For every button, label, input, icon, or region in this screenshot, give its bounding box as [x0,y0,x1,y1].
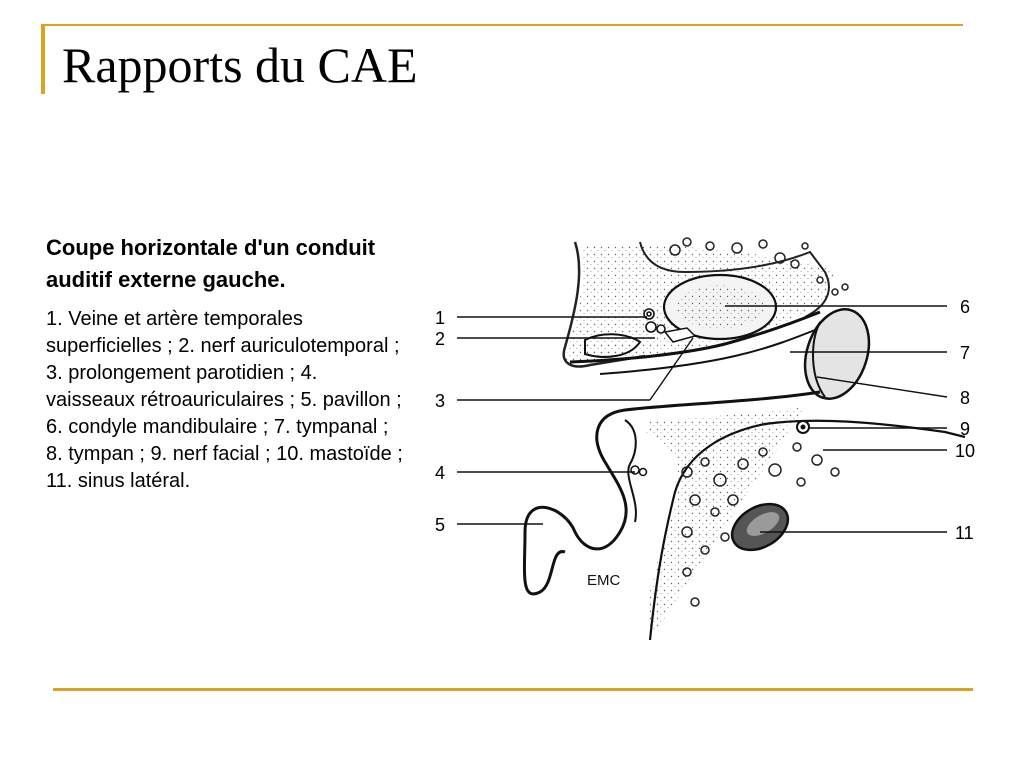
accent-vertical-bar [41,24,45,94]
label-2: 2 [435,329,446,349]
label-10: 10 [955,441,976,461]
caption-body: 1. Veine et artère temporales superficielles ; 2. nerf auriculotemporal ; 3. prolongement parotidien ; 4. vaisseaux rétroauriculaires ; 5. pavillon ; 6. condyle mandibulaire ; 7. tympanal ; 8. tympan ; 9. nerf facial ; 10. mastoïde ; 11. sinus latéral. [46,308,403,492]
accent-top-rule [41,24,963,26]
caption-heading: Coupe horizontale d'un conduit auditif externe gauche. [46,235,376,292]
retroauricular-vessels [631,466,647,476]
label-3: 3 [435,391,446,411]
label-1: 1 [435,308,446,328]
accent-bottom-rule [53,688,973,691]
label-7: 7 [960,343,971,363]
condyle-stipple [676,285,764,329]
label-4: 4 [435,463,446,483]
label-8: 8 [960,388,971,408]
label-9: 9 [960,419,971,439]
slide-title: Rapports du CAE [62,37,418,93]
label-11: 11 [955,523,974,543]
emc-watermark: EMC [587,572,621,589]
anatomy-diagram [425,232,985,640]
label-6: 6 [960,297,971,317]
label-5: 5 [435,515,446,535]
anatomy-drawing [425,232,985,640]
facial-nerve-core [801,425,806,430]
caption-block [46,232,406,495]
